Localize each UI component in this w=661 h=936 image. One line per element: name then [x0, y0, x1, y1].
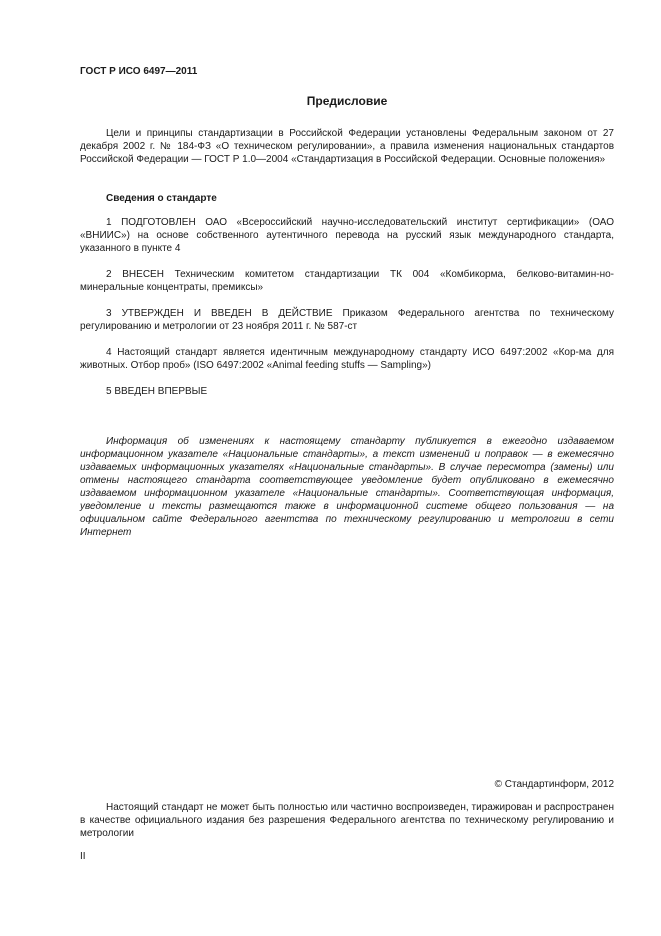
copyright: © Стандартинформ, 2012	[494, 779, 614, 790]
reproduction-notice: Настоящий стандарт не может быть полностью или частично воспроизведен, тиражирован и распространен в качестве официального издания без разрешения Федерального агентства по техническому регулированию и метрологии	[80, 802, 614, 839]
item-3: 3 УТВЕРЖДЕН И ВВЕДЕН В ДЕЙСТВИЕ Приказом Федерального агентства по техническому регулированию и метрологии от 23 ноября 2011 г. № 587-ст	[80, 308, 614, 332]
section-heading: Сведения о стандарте	[106, 193, 217, 204]
item-2: 2 ВНЕСЕН Техническим комитетом стандартизации ТК 004 «Комбикорма, белково-витамин-но-минеральные концентраты, премиксы»	[80, 269, 614, 293]
item-1: 1 ПОДГОТОВЛЕН ОАО «Всероссийский научно-исследовательский институт сертификации» (ОАО «ВНИИС») на основе собственного аутентичного перевода на русский язык международного стандарта, указанного в пункте 4	[80, 217, 614, 254]
intro-paragraph: Цели и принципы стандартизации в Российской Федерации установлены Федеральным законом от 27 декабря 2002 г. № 184-ФЗ «О техническом регулировании», а правила изменения национальных стандартов Российской Федерации — ГОСТ Р 1.0—2004 «Стандартизация в Российской Федерации. Основные положения»	[80, 128, 614, 165]
document-header: ГОСТ Р ИСО 6497—2011	[80, 66, 198, 77]
page-title: Предисловие	[306, 94, 388, 108]
page-number: II	[80, 851, 86, 862]
item-5: 5 ВВЕДЕН ВПЕРВЫЕ	[106, 386, 208, 397]
info-notice: Информация об изменениях к настоящему стандарту публикуется в ежегодно издаваемом информационном указателе «Национальные стандарты», а текст изменений и поправок — в ежемесячно издаваемых информационных указателях «Национальные стандарты». В случае пересмотра (замены) или отмены настоящего стандарта соответствующее уведомление будет опубликовано в ежемесячно издаваемом информационном указателе «Национальные стандарты». Соответствующая информация, уведомление и тексты размещаются также в информационной системе общего пользования — на официальном сайте Федерального агентства по техническому регулированию и метрологии в сети Интернет	[80, 436, 614, 538]
item-4: 4 Настоящий стандарт является идентичным международному стандарту ИСО 6497:2002 «Кор-ма для животных. Отбор проб» (ISO 6497:2002 «Animal feeding stuffs — Sampling»)	[80, 347, 614, 371]
